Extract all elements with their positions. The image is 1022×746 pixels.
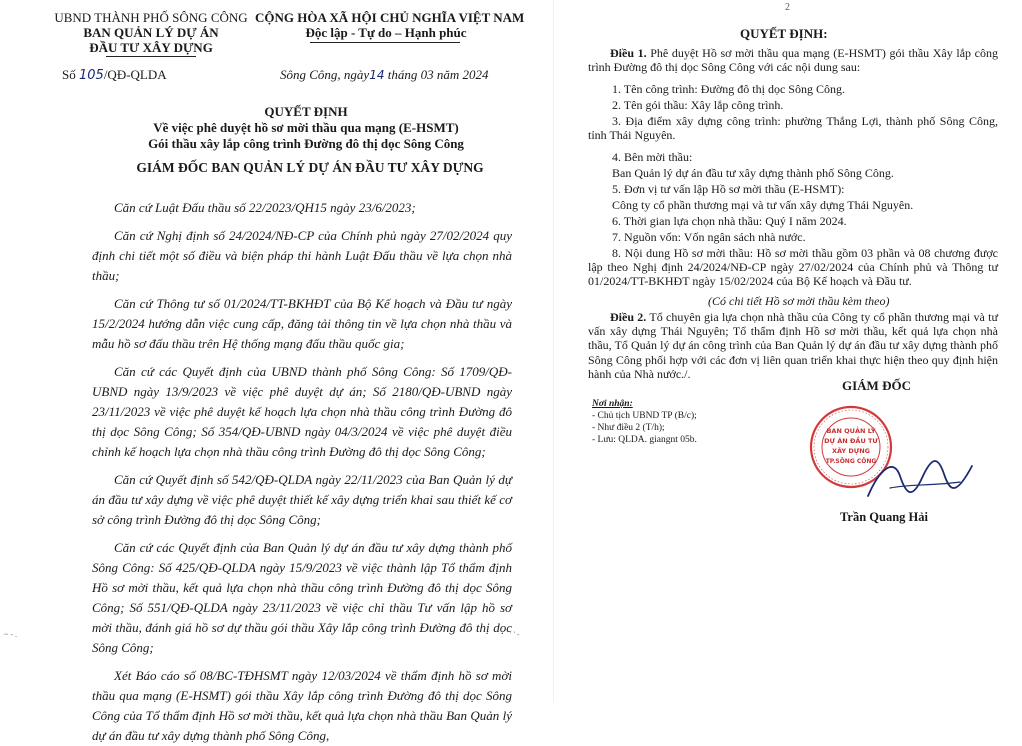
article-1-text: Phê duyệt Hồ sơ mời thầu qua mạng (E-HSMT) gói thầu Xây lắp công trình Đường đô thị dọc Sông Công với các nội dung sau: xyxy=(588,46,998,75)
item-2: 2. Tên gói thầu: Xây lắp công trình. xyxy=(612,98,784,112)
item-5: 5. Đơn vị tư vấn lập Hồ sơ mời thầu (E-HSMT): xyxy=(612,182,845,196)
recipients-label: Nơi nhận: xyxy=(592,399,633,409)
national-motto xyxy=(255,10,525,40)
place-prefix: Sông Công, ngày xyxy=(280,67,370,82)
item-6: 6. Thời gian lựa chọn nhà thầu: Quý I năm 2024. xyxy=(612,214,847,228)
doc-no-prefix: Số xyxy=(62,67,76,82)
handwritten-signature-icon xyxy=(860,448,980,510)
page-fold xyxy=(553,0,554,702)
item-4: 4. Bên mời thầu: xyxy=(612,150,693,164)
doc-no-suffix: /QĐ-QLDA xyxy=(103,67,167,82)
recipients xyxy=(592,398,697,446)
doc-no-handwritten: 105 xyxy=(78,68,104,83)
item-7: 7. Nguồn vốn: Vốn ngân sách nhà nước. xyxy=(612,230,806,244)
recipient-item: - Chủ tịch UBND TP (B/c); xyxy=(592,411,697,421)
signer-name: Trần Quang Hải xyxy=(840,510,928,524)
nation-line-1: CỘNG HÒA XÃ HỘI CHỦ NGHĨA VIỆT NAM xyxy=(255,10,525,25)
document-page: UBND THÀNH PHỐ SÔNG CÔNG BAN QUẢN LÝ DỰ ÁN ĐẦU TƯ XÂY DỰNG CỘNG HÒA XÃ HỘI CHỦ NGHĨA VIỆT NAM Độc lập - Tự do – Hạnh phúc Số 105/QĐ-QLDA Sông Công, ngày14 tháng 03 năm 2024 QUYẾT ĐỊNH Về việc phê duyệt hồ sơ mời thầu qua mạng (E-HSMT) Gói thầu xây lắp công trình Đường đô thị dọc Sông Công GIÁM ĐỐC BAN QUẢN LÝ DỰ ÁN ĐẦU TƯ XÂY DỰNG Căn cứ Luật Đấu thầu số 22/2023/QH15 ngày 23/6/2023; Căn cứ Nghị định số 24/2024/NĐ-CP của Chính phủ ngày 27/02/2024 quy định chi tiết một số điều và biện pháp thi hành Luật Đấu thầu về lựa chọn nhà thầu; Căn cứ Thông tư số 01/2024/TT-BKHĐT của Bộ Kế hoạch và Đầu tư ngày 15/2/2024 hướng dẫn việc cung cấp, đăng tải thông tin về lựa chọn nhà thầu và mẫu hồ sơ đấu thầu trên Hệ thống mạng đấu thầu quốc gia; Căn cứ các Quyết định của UBND thành phố Sông Công: Số 1709/QĐ-UBND ngày 13/9/2023 về việc phê duyệt dự án; Số 2180/QĐ-UBND ngày 23/11/2023 về việc phê duyệt kế hoạch lựa chọn nhà thầu công trình Đường đô thị dọc Sông Công; Số 354/QĐ-UBND ngày 04/3/2024 về việc phê duyệt điều chỉnh kế hoạch lựa chọn nhà thầu công trình Đường đô thị dọc Sông Công; Căn cứ Quyết định số 542/QĐ-QLDA ngày 22/11/2023 của Ban Quản lý dự án đầu tư xây dựng về việc phê duyệt thiết kế xây dựng triển khai sau thiết kế cơ sở công trình Đường đô thị dọc Sông Công; Căn cứ các Quyết định của Ban Quản lý dự án đầu tư xây dựng thành phố Sông Công: Số 425/QĐ-QLDA ngày 15/9/2023 về việc thành lập Tổ thẩm định Hồ sơ mời thầu, kết quả lựa chọn nhà thầu công trình Đường đô thị dọc Sông Công; Số 551/QĐ-QLDA ngày 23/11/2023 về việc chỉ thầu Tư vấn lập hồ sơ mời thầu, đánh giá hồ sơ dự thầu gói thầu Xây lắp công trình Đường đô thị dọc Sông Công; Xét Báo cáo số 08/BC-TĐHSMT ngày 12/03/2024 về thẩm định hồ sơ mời thầu qua mạng (E-HSMT) gói thầu Xây lắp công trình Đường đô thị dọc Sông Công của Tổ thẩm định Hồ sơ mời thầu, kết quả lựa chọn nhà thầu Ban Quản lý dự án đầu tư xây dựng thành phố Sông Công, ~ - . ' ' - 2 QUYẾT ĐỊNH: Điều 1. Phê duyệt Hồ sơ mời thầu qua mạng (E-HSMT) gói thầu Xây lắp công trình Đường đô thị dọc Sông Công với các nội dung sau: 1. Tên công trình: Đường đô thị dọc Sông Công. 2. Tên gói thầu: Xây lắp công trình. 3. Địa điểm xây dựng công trình: phường Thắng Lợi, thành phố Sông Công, tỉnh Thái Nguyên. 4. Bên mời thầu: Ban Quản lý dự án đầu tư xây dựng thành phố Sông Công. 5. Đơn vị tư vấn lập Hồ sơ mời thầu (E-HSMT): Công ty cổ phần thương mại và tư vấn xây dựng Thái Nguyên. 6. Thời gian lựa chọn nhà thầu: Quý I năm 2024. 7. Nguồn vốn: Vốn ngân sách nhà nước. 8. Nội dung Hồ sơ mời thầu: Hồ sơ mời thầu gồm 03 phần và 08 chương được lập theo Nghị định 24/2024/NĐ-CP ngày 27/02/2024 của Chính phủ và Thông tư 01/2024/TT-BKHĐT ngày 15/02/2024 của Bộ Kế hoạch và Đầu tư. (Có chi tiết Hồ sơ mời thầu kèm theo) Điều 2. Tổ chuyên gia lựa chọn nhà thầu của Công ty cổ phần thương mại và tư vấn xây dựng Thái Nguyên; Tổ thẩm định Hồ sơ mời thầu, kết quả lựa chọn nhà thầu, Tổ Quản lý dự án công trình của Ban Quản lý dự án đầu tư xây dựng thành phố Sông Công phối hợp với các đơn vị liên quan triển khai thực hiện theo quy định hiện hành của Nhà nước./. Nơi nhận: - Chủ tịch UBND TP (B/c); - Như điều 2 (T/h); - Lưu: QLDA. giangnt 05b. GIÁM ĐỐC BAN QUẢN LÝ DỰ ÁN ĐẦU TƯ XÂY DỰNG TP.SÔNG CÔNG Trần Quang Hải xyxy=(0,0,1022,702)
org-line-3: ĐẦU TƯ XÂY DỰNG xyxy=(89,40,213,55)
preamble xyxy=(92,198,512,746)
preamble-item: Căn cứ Thông tư số 01/2024/TT-BKHĐT của Bộ Kế hoạch và Đầu tư ngày 15/2/2024 hướng dẫn việc cung cấp, đăng tải thông tin về lựa chọn nhà thầu và mẫu hồ sơ đấu thầu trên Hệ thống mạng đấu thầu quốc gia; xyxy=(92,296,512,351)
motto-underline xyxy=(310,42,460,43)
title-line-2: Về việc phê duyệt hồ sơ mời thầu qua mạng (E-HSMT) xyxy=(153,120,459,135)
title-line-1: QUYẾT ĐỊNH xyxy=(264,104,348,119)
nation-line-2: Độc lập - Tự do – Hạnh phúc xyxy=(305,25,467,40)
preamble-item: Căn cứ các Quyết định của UBND thành phố Sông Công: Số 1709/QĐ-UBND ngày 13/9/2023 về việc phê duyệt dự án; Số 2180/QĐ-UBND ngày 23/11/2023 về việc phê duyệt kế hoạch lựa chọn nhà thầu công trình Đường đô thị dọc Sông Công; Số 354/QĐ-UBND ngày 04/3/2024 về việc phê duyệt điều chỉnh kế hoạch lựa chọn nhà thầu công trình Đường đô thị dọc Sông Công; xyxy=(92,364,512,459)
article-2-text: Tổ chuyên gia lựa chọn nhà thầu của Công ty cổ phần thương mại và tư vấn xây dựng Thái Nguyên; Tổ thẩm định Hồ sơ mời thầu, kết quả lựa chọn nhà thầu, Tổ Quản lý dự án công trình của Ban Quản lý dự án đầu tư xây dựng thành phố Sông Công phối hợp với các đơn vị liên quan triển khai thực hiện theo quy định hiện hành của Nhà nước./. xyxy=(588,310,999,381)
org-underline xyxy=(106,56,196,57)
preamble-item: Căn cứ Quyết định số 542/QĐ-QLDA ngày 22/11/2023 của Ban Quản lý dự án đầu tư xây dựng về việc phê duyệt thiết kế xây dựng triển khai sau thiết kế cơ sở công trình Đường đô thị dọc Sông Công; xyxy=(92,472,512,527)
signer-title: GIÁM ĐỐC xyxy=(842,378,911,393)
detail-note: (Có chi tiết Hồ sơ mời thầu kèm theo) xyxy=(708,294,890,308)
place-suffix: tháng 03 năm 2024 xyxy=(387,67,489,82)
org-line-2: BAN QUẢN LÝ DỰ ÁN xyxy=(83,25,219,40)
article-2 xyxy=(588,310,998,381)
article-2-label: Điều 2. xyxy=(610,310,647,324)
preamble-item: Xét Báo cáo số 08/BC-TĐHSMT ngày 12/03/2024 về thẩm định hồ sơ mời thầu qua mạng (E-HSMT) gói thầu Xây lắp công trình Đường đô thị dọc Sông Công của Tổ thẩm định Hồ sơ mời thầu, kết quả lựa chọn nhà thầu Ban Quản lý dự án đầu tư xây dựng thành phố Sông Công, xyxy=(92,668,512,743)
preamble-item: Căn cứ Luật Đấu thầu số 22/2023/QH15 ngày 23/6/2023; xyxy=(114,200,416,215)
title-line-3: Gói thầu xây lắp công trình Đường đô thị dọc Sông Công xyxy=(148,136,464,151)
svg-text:BAN QUẢN LÝ: BAN QUẢN LÝ xyxy=(826,427,876,435)
svg-text:DỰ ÁN ĐẦU TƯ: DỰ ÁN ĐẦU TƯ xyxy=(824,437,878,445)
item-4-detail: Ban Quản lý dự án đầu tư xây dựng thành phố Sông Công. xyxy=(612,166,894,180)
decision-title xyxy=(110,104,502,152)
place-day-handwritten: 14 xyxy=(369,68,385,82)
svg-text:TP.SÔNG CÔNG: TP.SÔNG CÔNG xyxy=(825,458,877,465)
article-1-label: Điều 1. xyxy=(610,46,647,60)
item-3: 3. Địa điểm xây dựng công trình: phường Thắng Lợi, thành phố Sông Công, tỉnh Thái Nguyên. xyxy=(588,114,998,143)
svg-text:XÂY DỰNG: XÂY DỰNG xyxy=(832,447,870,455)
document-number xyxy=(62,67,167,83)
org-line-1: UBND THÀNH PHỐ SÔNG CÔNG xyxy=(54,10,248,25)
preamble-item: Căn cứ các Quyết định của Ban Quản lý dự án đầu tư xây dựng thành phố Sông Công: Số 425/QĐ-QLDA ngày 15/9/2023 về việc thành lập Tổ thẩm định Hồ sơ mời thầu, kết quả lựa chọn nhà thầu công trình Đường đô thị dọc Sông Công; Số 551/QĐ-QLDA ngày 23/11/2023 về việc chỉ thầu Tư vấn lập hồ sơ mời thầu, đánh giá hồ sơ dự thầu gói thầu Xây lắp công trình Đường đô thị dọc Sông Công; xyxy=(92,540,512,655)
preamble-item: Căn cứ Nghị định số 24/2024/NĐ-CP của Chính phủ ngày 27/02/2024 quy định chi tiết một số điều và biện pháp thi hành Luật Đấu thầu về lựa chọn nhà thầu; xyxy=(92,228,512,283)
item-5-detail: Công ty cổ phần thương mại và tư vấn xây dựng Thái Nguyên. xyxy=(612,198,914,212)
item-1: 1. Tên công trình: Đường đô thị dọc Sông Công. xyxy=(612,82,845,96)
place-and-date xyxy=(280,67,488,83)
director-heading: GIÁM ĐỐC BAN QUẢN LÝ DỰ ÁN ĐẦU TƯ XÂY DỰNG xyxy=(136,160,484,175)
item-8: 8. Nội dung Hồ sơ mời thầu: Hồ sơ mời thầu gồm 03 phần và 08 chương được lập theo Nghị định 24/2024/NĐ-CP ngày 27/02/2024 của Chính phủ và Thông tư 01/2024/TT-BKHĐT ngày 15/02/2024 của Bộ Kế hoạch và Đầu tư. xyxy=(588,246,998,289)
page-number: 2 xyxy=(785,2,790,13)
article-1 xyxy=(588,46,998,74)
recipient-item: - Lưu: QLDA. giangnt 05b. xyxy=(592,435,697,445)
decide-heading: QUYẾT ĐỊNH: xyxy=(740,26,828,41)
recipient-item: - Như điều 2 (T/h); xyxy=(592,423,665,433)
issuing-organization xyxy=(46,10,256,55)
